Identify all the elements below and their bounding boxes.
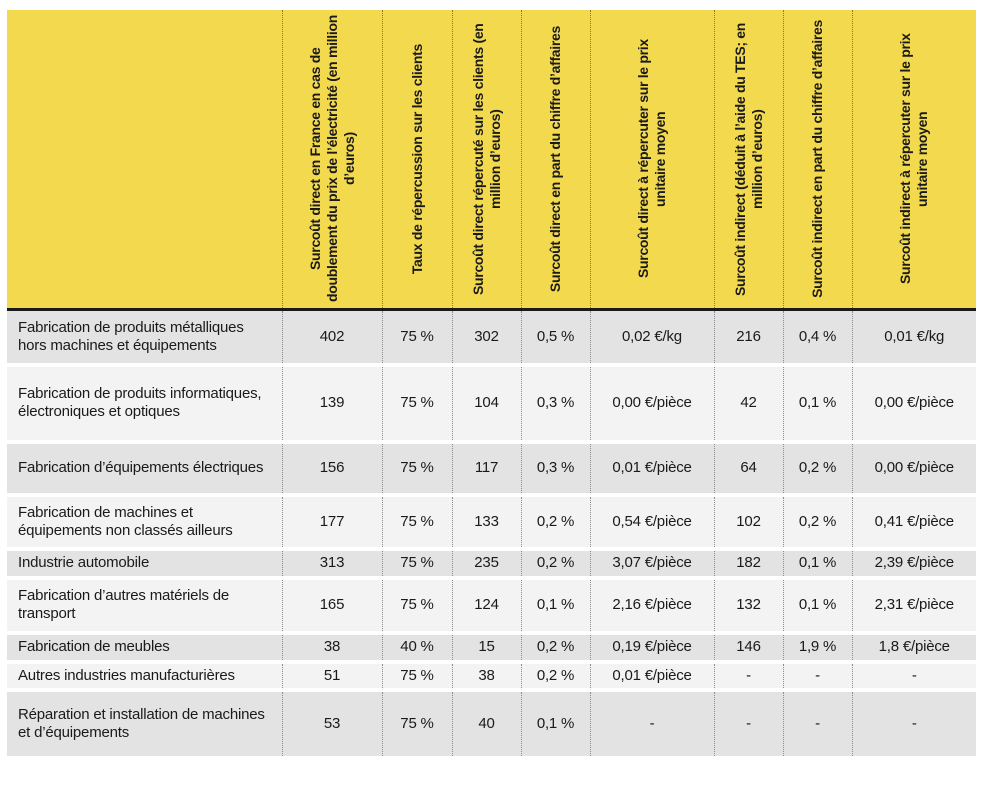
- value-cell: 0,01 €/kg: [852, 310, 976, 365]
- value-cell: 75 %: [382, 442, 452, 495]
- value-cell: 40 %: [382, 633, 452, 662]
- sector-cell: Industrie automobile: [7, 549, 282, 578]
- value-cell: 139: [282, 365, 382, 442]
- header-label: Surcoût indirect (déduit à l’aide du TES; en million d’euros): [731, 22, 765, 296]
- value-cell: 40: [452, 690, 521, 756]
- value-cell: 75 %: [382, 578, 452, 633]
- header-cell: [282, 10, 382, 310]
- value-cell: 0,1 %: [521, 690, 590, 756]
- value-cell: 38: [452, 662, 521, 690]
- value-cell: 75 %: [382, 310, 452, 365]
- header-cell: [783, 10, 852, 310]
- value-cell: 2,39 €/pièce: [852, 549, 976, 578]
- value-cell: 0,2 %: [783, 442, 852, 495]
- header-cell: [590, 10, 714, 310]
- value-cell: 0,4 %: [783, 310, 852, 365]
- header-label: Surcoût direct en France en cas de doublement du prix de l’électricité (en million d’euros): [306, 15, 357, 303]
- sector-cell: Fabrication de produits métalliques hors machines et équipements: [7, 310, 282, 365]
- sector-cell: Fabrication de meubles: [7, 633, 282, 662]
- value-cell: 42: [714, 365, 783, 442]
- value-cell: 0,02 €/kg: [590, 310, 714, 365]
- header-cell: [714, 10, 783, 310]
- value-cell: 104: [452, 365, 521, 442]
- value-cell: 0,1 %: [783, 365, 852, 442]
- value-cell: -: [714, 662, 783, 690]
- sector-cell: Fabrication d’équipements électriques: [7, 442, 282, 495]
- value-cell: 15: [452, 633, 521, 662]
- header-cell-sector: [7, 10, 282, 310]
- value-cell: 0,1 %: [783, 549, 852, 578]
- value-cell: 75 %: [382, 690, 452, 756]
- value-cell: 0,00 €/pièce: [590, 365, 714, 442]
- value-cell: 0,00 €/pièce: [852, 442, 976, 495]
- value-cell: -: [783, 662, 852, 690]
- data-table: [7, 10, 976, 756]
- value-cell: 51: [282, 662, 382, 690]
- value-cell: -: [590, 690, 714, 756]
- header-label: Surcoût indirect à répercuter sur le prix unitaire moyen: [897, 33, 931, 285]
- value-cell: 156: [282, 442, 382, 495]
- table-row: [7, 442, 976, 495]
- value-cell: -: [852, 662, 976, 690]
- header-cell: [521, 10, 590, 310]
- value-cell: 75 %: [382, 549, 452, 578]
- value-cell: 0,01 €/pièce: [590, 662, 714, 690]
- value-cell: 146: [714, 633, 783, 662]
- header-label: Surcoût direct répercuté sur les clients (en million d’euros): [469, 23, 503, 295]
- value-cell: 0,2 %: [521, 633, 590, 662]
- value-cell: 0,01 €/pièce: [590, 442, 714, 495]
- value-cell: -: [783, 690, 852, 756]
- table-row: [7, 365, 976, 442]
- table-row: [7, 495, 976, 549]
- value-cell: 53: [282, 690, 382, 756]
- value-cell: -: [714, 690, 783, 756]
- table-body: [7, 310, 976, 756]
- header-cell: [852, 10, 976, 310]
- value-cell: 0,00 €/pièce: [852, 365, 976, 442]
- table-row: [7, 633, 976, 662]
- value-cell: 0,3 %: [521, 365, 590, 442]
- value-cell: 0,19 €/pièce: [590, 633, 714, 662]
- value-cell: 64: [714, 442, 783, 495]
- value-cell: 216: [714, 310, 783, 365]
- value-cell: 133: [452, 495, 521, 549]
- sector-cell: Autres industries manufacturières: [7, 662, 282, 690]
- sector-cell: Fabrication de produits informatiques, électroniques et optiques: [7, 365, 282, 442]
- value-cell: 0,2 %: [783, 495, 852, 549]
- table-row: [7, 549, 976, 578]
- value-cell: 0,54 €/pièce: [590, 495, 714, 549]
- value-cell: 102: [714, 495, 783, 549]
- value-cell: 0,1 %: [783, 578, 852, 633]
- value-cell: 0,41 €/pièce: [852, 495, 976, 549]
- value-cell: 402: [282, 310, 382, 365]
- value-cell: 302: [452, 310, 521, 365]
- value-cell: 0,3 %: [521, 442, 590, 495]
- header-label: Surcoût direct en part du chiffre d’affaires: [547, 25, 563, 293]
- table-row: [7, 578, 976, 633]
- value-cell: 75 %: [382, 662, 452, 690]
- value-cell: 0,1 %: [521, 578, 590, 633]
- table-row: [7, 310, 976, 365]
- value-cell: 2,31 €/pièce: [852, 578, 976, 633]
- value-cell: 165: [282, 578, 382, 633]
- header-cell: [452, 10, 521, 310]
- value-cell: 0,2 %: [521, 495, 590, 549]
- value-cell: 1,9 %: [783, 633, 852, 662]
- value-cell: 0,5 %: [521, 310, 590, 365]
- value-cell: 75 %: [382, 495, 452, 549]
- table-row: [7, 690, 976, 756]
- header-label: Taux de répercussion sur les clients: [408, 43, 425, 275]
- value-cell: 177: [282, 495, 382, 549]
- value-cell: 132: [714, 578, 783, 633]
- header-row: [7, 10, 976, 310]
- value-cell: 75 %: [382, 365, 452, 442]
- sector-cell: Réparation et installation de machines et d’équipements: [7, 690, 282, 756]
- value-cell: 2,16 €/pièce: [590, 578, 714, 633]
- value-cell: -: [852, 690, 976, 756]
- table-row: [7, 662, 976, 690]
- value-cell: 124: [452, 578, 521, 633]
- header-cell: [382, 10, 452, 310]
- value-cell: 38: [282, 633, 382, 662]
- value-cell: 3,07 €/pièce: [590, 549, 714, 578]
- sector-cell: Fabrication de machines et équipements non classés ailleurs: [7, 495, 282, 549]
- value-cell: 235: [452, 549, 521, 578]
- value-cell: 1,8 €/pièce: [852, 633, 976, 662]
- value-cell: 0,2 %: [521, 549, 590, 578]
- value-cell: 313: [282, 549, 382, 578]
- value-cell: 182: [714, 549, 783, 578]
- value-cell: 117: [452, 442, 521, 495]
- header-label: Surcoût direct à répercuter sur le prix unitaire moyen: [635, 39, 668, 279]
- sector-cell: Fabrication d’autres matériels de transport: [7, 578, 282, 633]
- header-label: Surcoût indirect en part du chiffre d’affaires: [809, 20, 825, 298]
- value-cell: 0,2 %: [521, 662, 590, 690]
